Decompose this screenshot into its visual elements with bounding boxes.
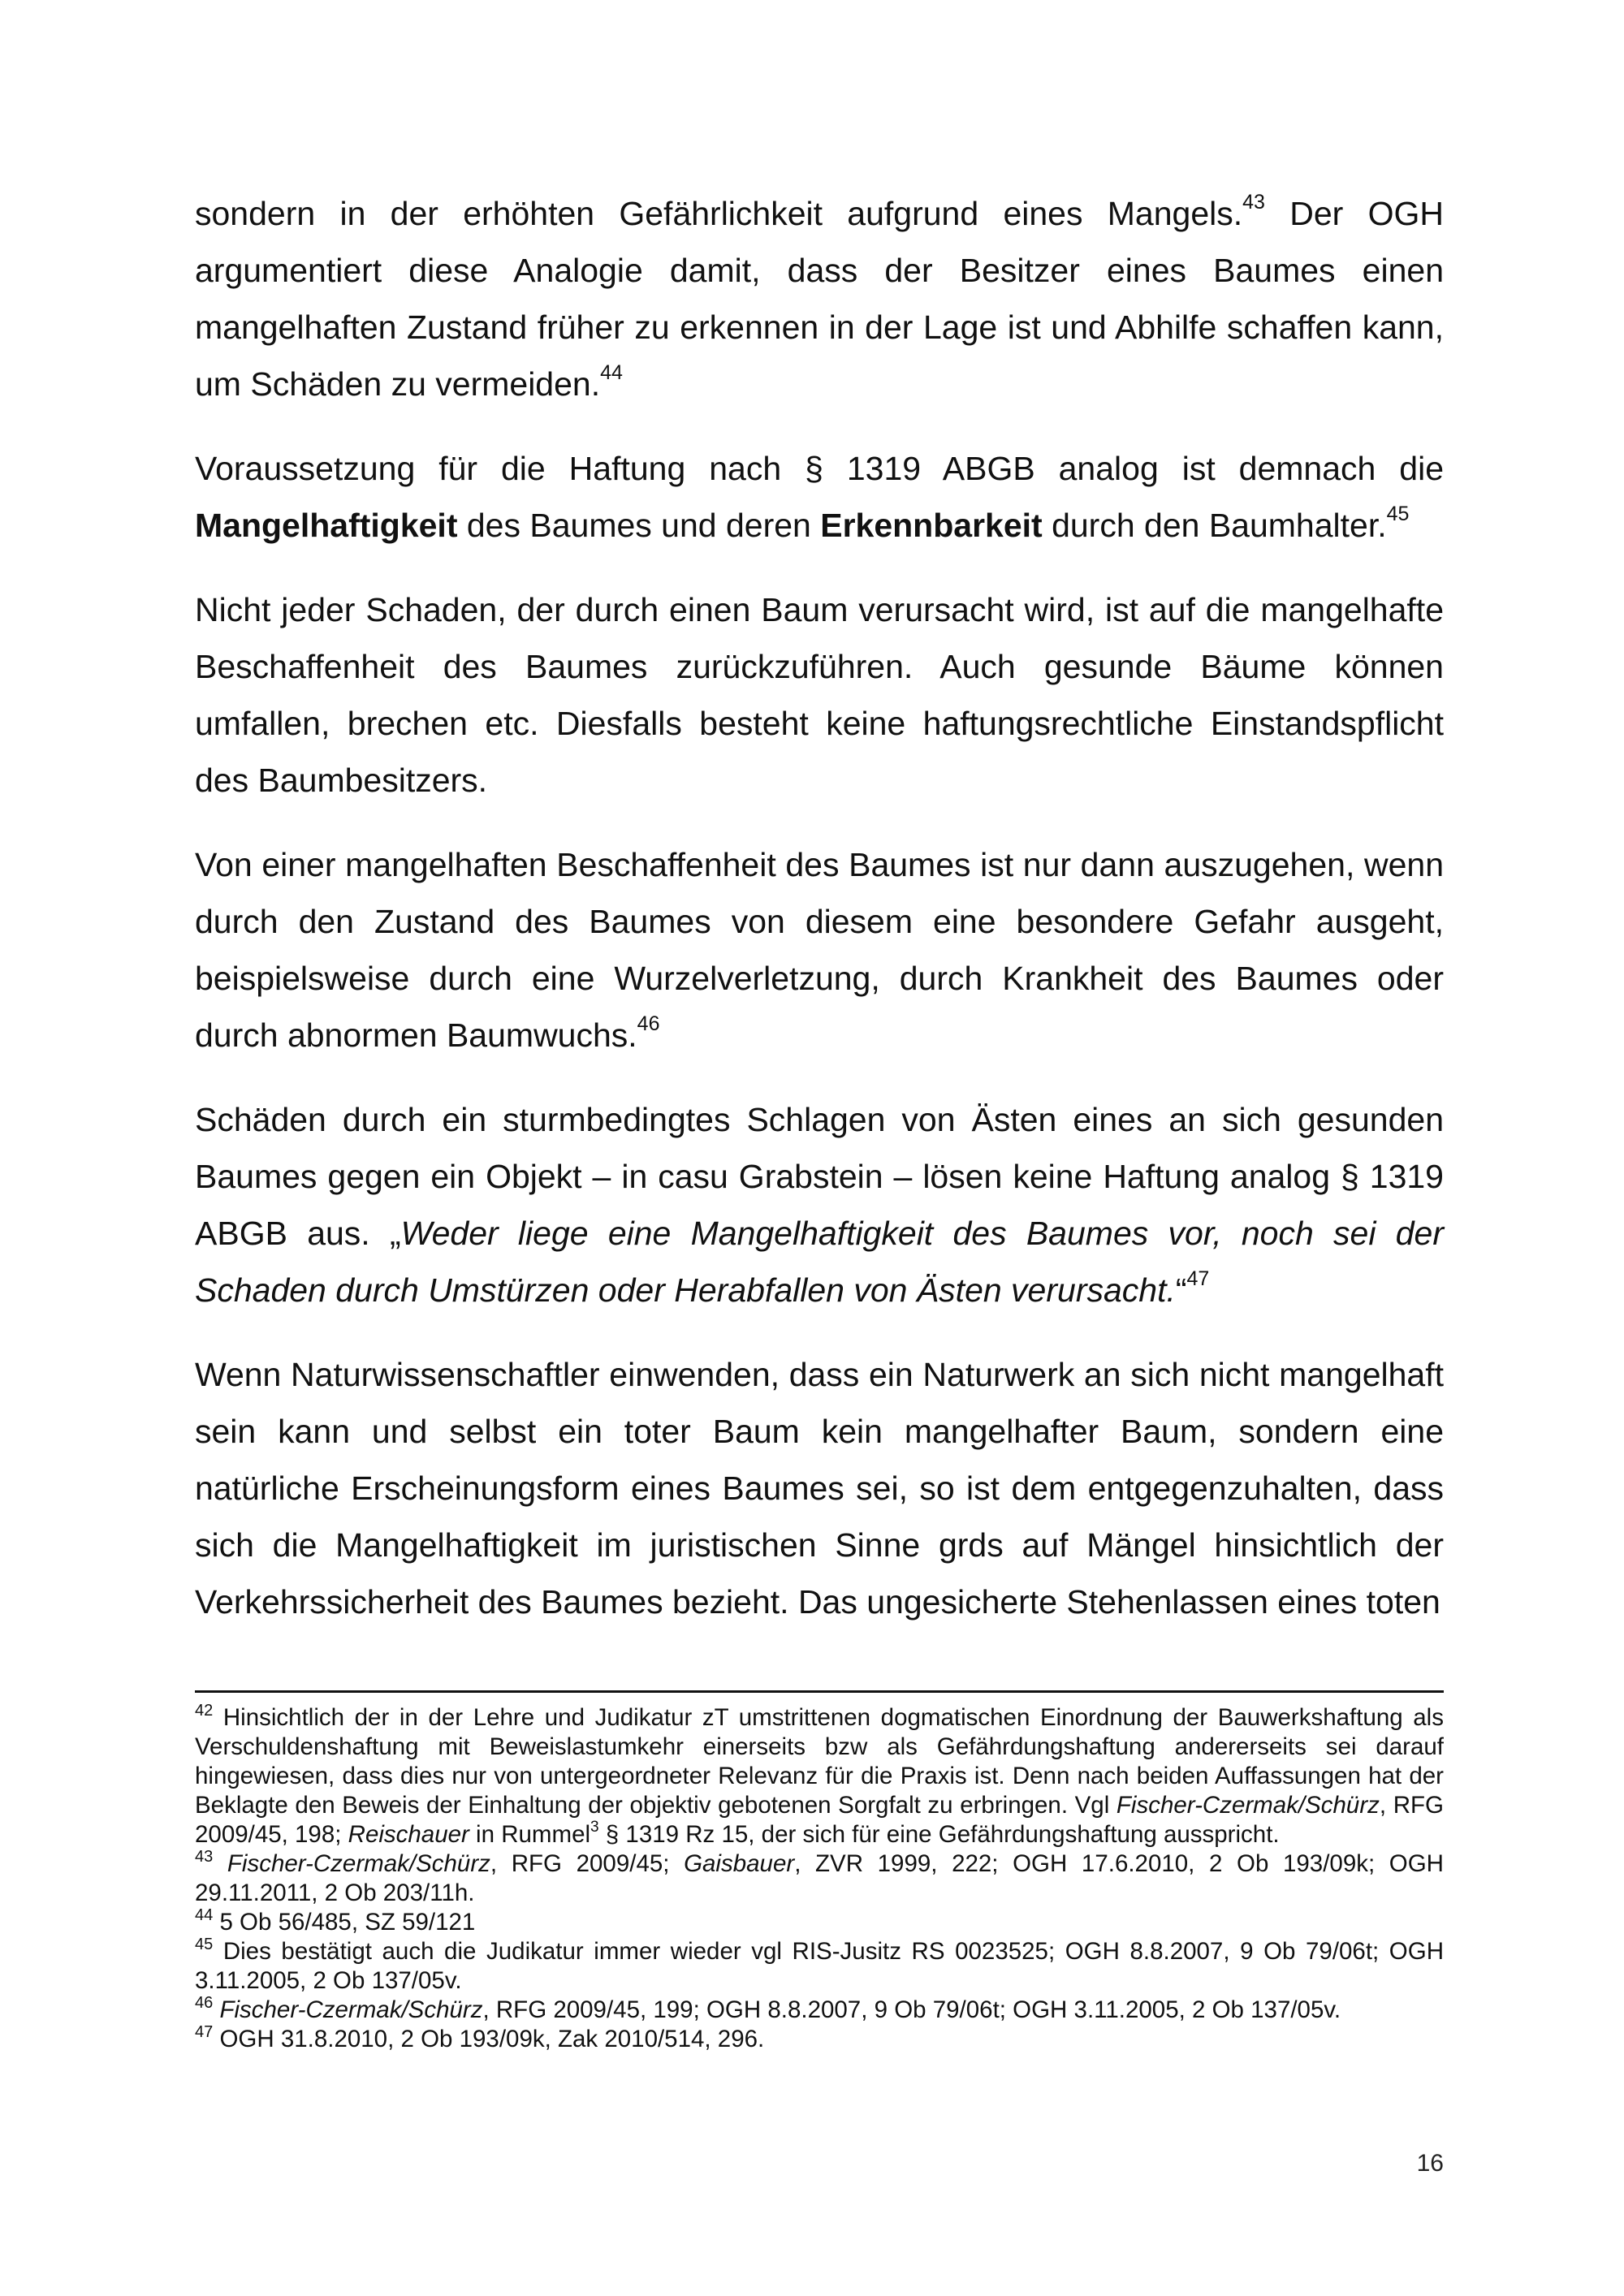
footnote: $^{45}$ Dies bestätigt auch die Judikatur immer wieder vgl RIS-Jusitz RS 0023525; OGH 8.8.2007, 9 Ob 79/06t; OGH 3.11.2005, 2 Ob 137/05v. (195, 1936, 1444, 1994)
paragraph: sondern in der erhöhten Gefährlichkeit aufgrund eines Mangels.$^{43}$ Der OGH argumentiert diese Analogie damit, dass der Besitzer eines Baumes einen mangelhaften Zustand früher zu erkennen in der Lage ist und Abhilfe schaffen kann, um Schäden zu vermeiden.$^{44}$ (195, 191, 1444, 403)
footnote-number: 47 (195, 2023, 214, 2041)
footnote: $^{43}$ Fischer-Czermak/Schürz, RFG 2009/45; Gaisbauer, ZVR 1999, 222; OGH 17.6.2010, 2 Ob 193/09k; OGH 29.11.2011, 2 Ob 203/11h. (195, 1848, 1444, 1906)
footnotes (195, 1703, 1444, 2054)
footnote-ref[interactable]: 45 (1386, 503, 1410, 525)
paragraph: Von einer mangelhaften Beschaffenheit des Baumes ist nur dann auszugehen, wenn durch den Zustand des Baumes von diesem eine besondere Gefahr ausgeht, beispielsweise durch eine Wurzelverletzung, durch Krankheit des Baumes oder durch abnormen Baumwuchs.$^{46}$ (195, 846, 1444, 1054)
paragraph: Wenn Naturwissenschaftler einwenden, dass ein Naturwerk an sich nicht mangelhaft sein kann und selbst ein toter Baum kein mangelhafter Baum, sondern eine natürliche Erscheinungsform eines Baumes sei, so ist dem entgegenzuhalten, dass sich die Mangelhaftigkeit im juristischen Sinne grds auf Mängel hinsichtlich der Verkehrssicherheit des Baumes bezieht. Das ungesicherte Stehenlassen eines toten (195, 1356, 1444, 1621)
footnote: $^{42}$ Hinsichtlich der in der Lehre und Judikatur zT umstrittenen dogmatischen Einordnung der Bauwerkshaftung als Verschuldenshaftung mit Beweislastumkehr einerseits bzw als Gefährdungshaftung andererseits sei darauf hingewiesen, dass dies nur von untergeordneter Relevanz für die Praxis ist. Denn nach beiden Auffassungen hat der Beklagte den Beweis der Einhaltung der objektiv gebotenen Sorgfalt zu erbringen. Vgl Fischer-Czermak/Schürz, RFG 2009/45, 198; Reischauer in Rummel$^3$ § 1319 Rz 15, der sich für eine Gefährdungshaftung ausspricht. (195, 1702, 1444, 1848)
bold-term: Mangelhaftigkeit (195, 507, 458, 544)
footnote: $^{46}$ Fischer-Czermak/Schürz, RFG 2009/45, 199; OGH 8.8.2007, 9 Ob 79/06t; OGH 3.11.2005, 2 Ob 137/05v. (195, 1994, 1341, 2023)
paragraph: Schäden durch ein sturmbedingtes Schlagen von Ästen eines an sich gesunden Baumes gegen ein Objekt – in casu Grabstein – lösen keine Haftung analog § 1319 ABGB aus. „Weder liege eine Mangelhaftigkeit des Baumes vor, noch sei der Schaden durch Umstürzen oder Herabfallen von Ästen verursacht.“$^{47}$ (195, 1101, 1444, 1309)
footnote-ref[interactable]: 44 (600, 361, 623, 384)
bold-term: Erkennbarkeit (820, 507, 1043, 544)
body-text (195, 185, 1444, 1630)
footnote-number: 46 (195, 1994, 214, 2012)
footnote-ref[interactable]: 47 (1186, 1267, 1210, 1290)
page-number: 16 (1416, 2150, 1444, 2177)
footnote-number: 42 (195, 1702, 214, 1720)
footnote-separator (195, 1690, 1444, 1693)
footnote-number: 44 (195, 1906, 214, 1924)
paragraph: Nicht jeder Schaden, der durch einen Baum verursacht wird, ist auf die mangelhafte Beschaffenheit des Baumes zurückzuführen. Auch gesunde Bäume können umfallen, brechen etc. Diesfalls besteht keine haftungsrechtliche Einstandspflicht des Baumbesitzers. (195, 591, 1444, 799)
quotation: Weder liege eine Mangelhaftigkeit des Baumes vor, noch sei der Schaden durch Umstürzen oder Herabfallen von Ästen verursacht. (195, 1215, 1444, 1309)
footnote-ref[interactable]: 43 (1242, 191, 1265, 214)
footnote: $^{44}$ 5 Ob 56/485, SZ 59/121 (195, 1906, 476, 1936)
paragraph: Voraussetzung für die Haftung nach § 1319 ABGB analog ist demnach die Mangelhaftigkeit des Baumes und deren Erkennbarkeit durch den Baumhalter.$^{45}$ (195, 450, 1444, 544)
footnote-number: 43 (195, 1848, 214, 1866)
footnote: $^{47}$ OGH 31.8.2010, 2 Ob 193/09k, Zak 2010/514, 296. (195, 2023, 765, 2052)
footnote-ref[interactable]: 46 (637, 1012, 660, 1035)
footnote-number: 45 (195, 1936, 214, 1953)
